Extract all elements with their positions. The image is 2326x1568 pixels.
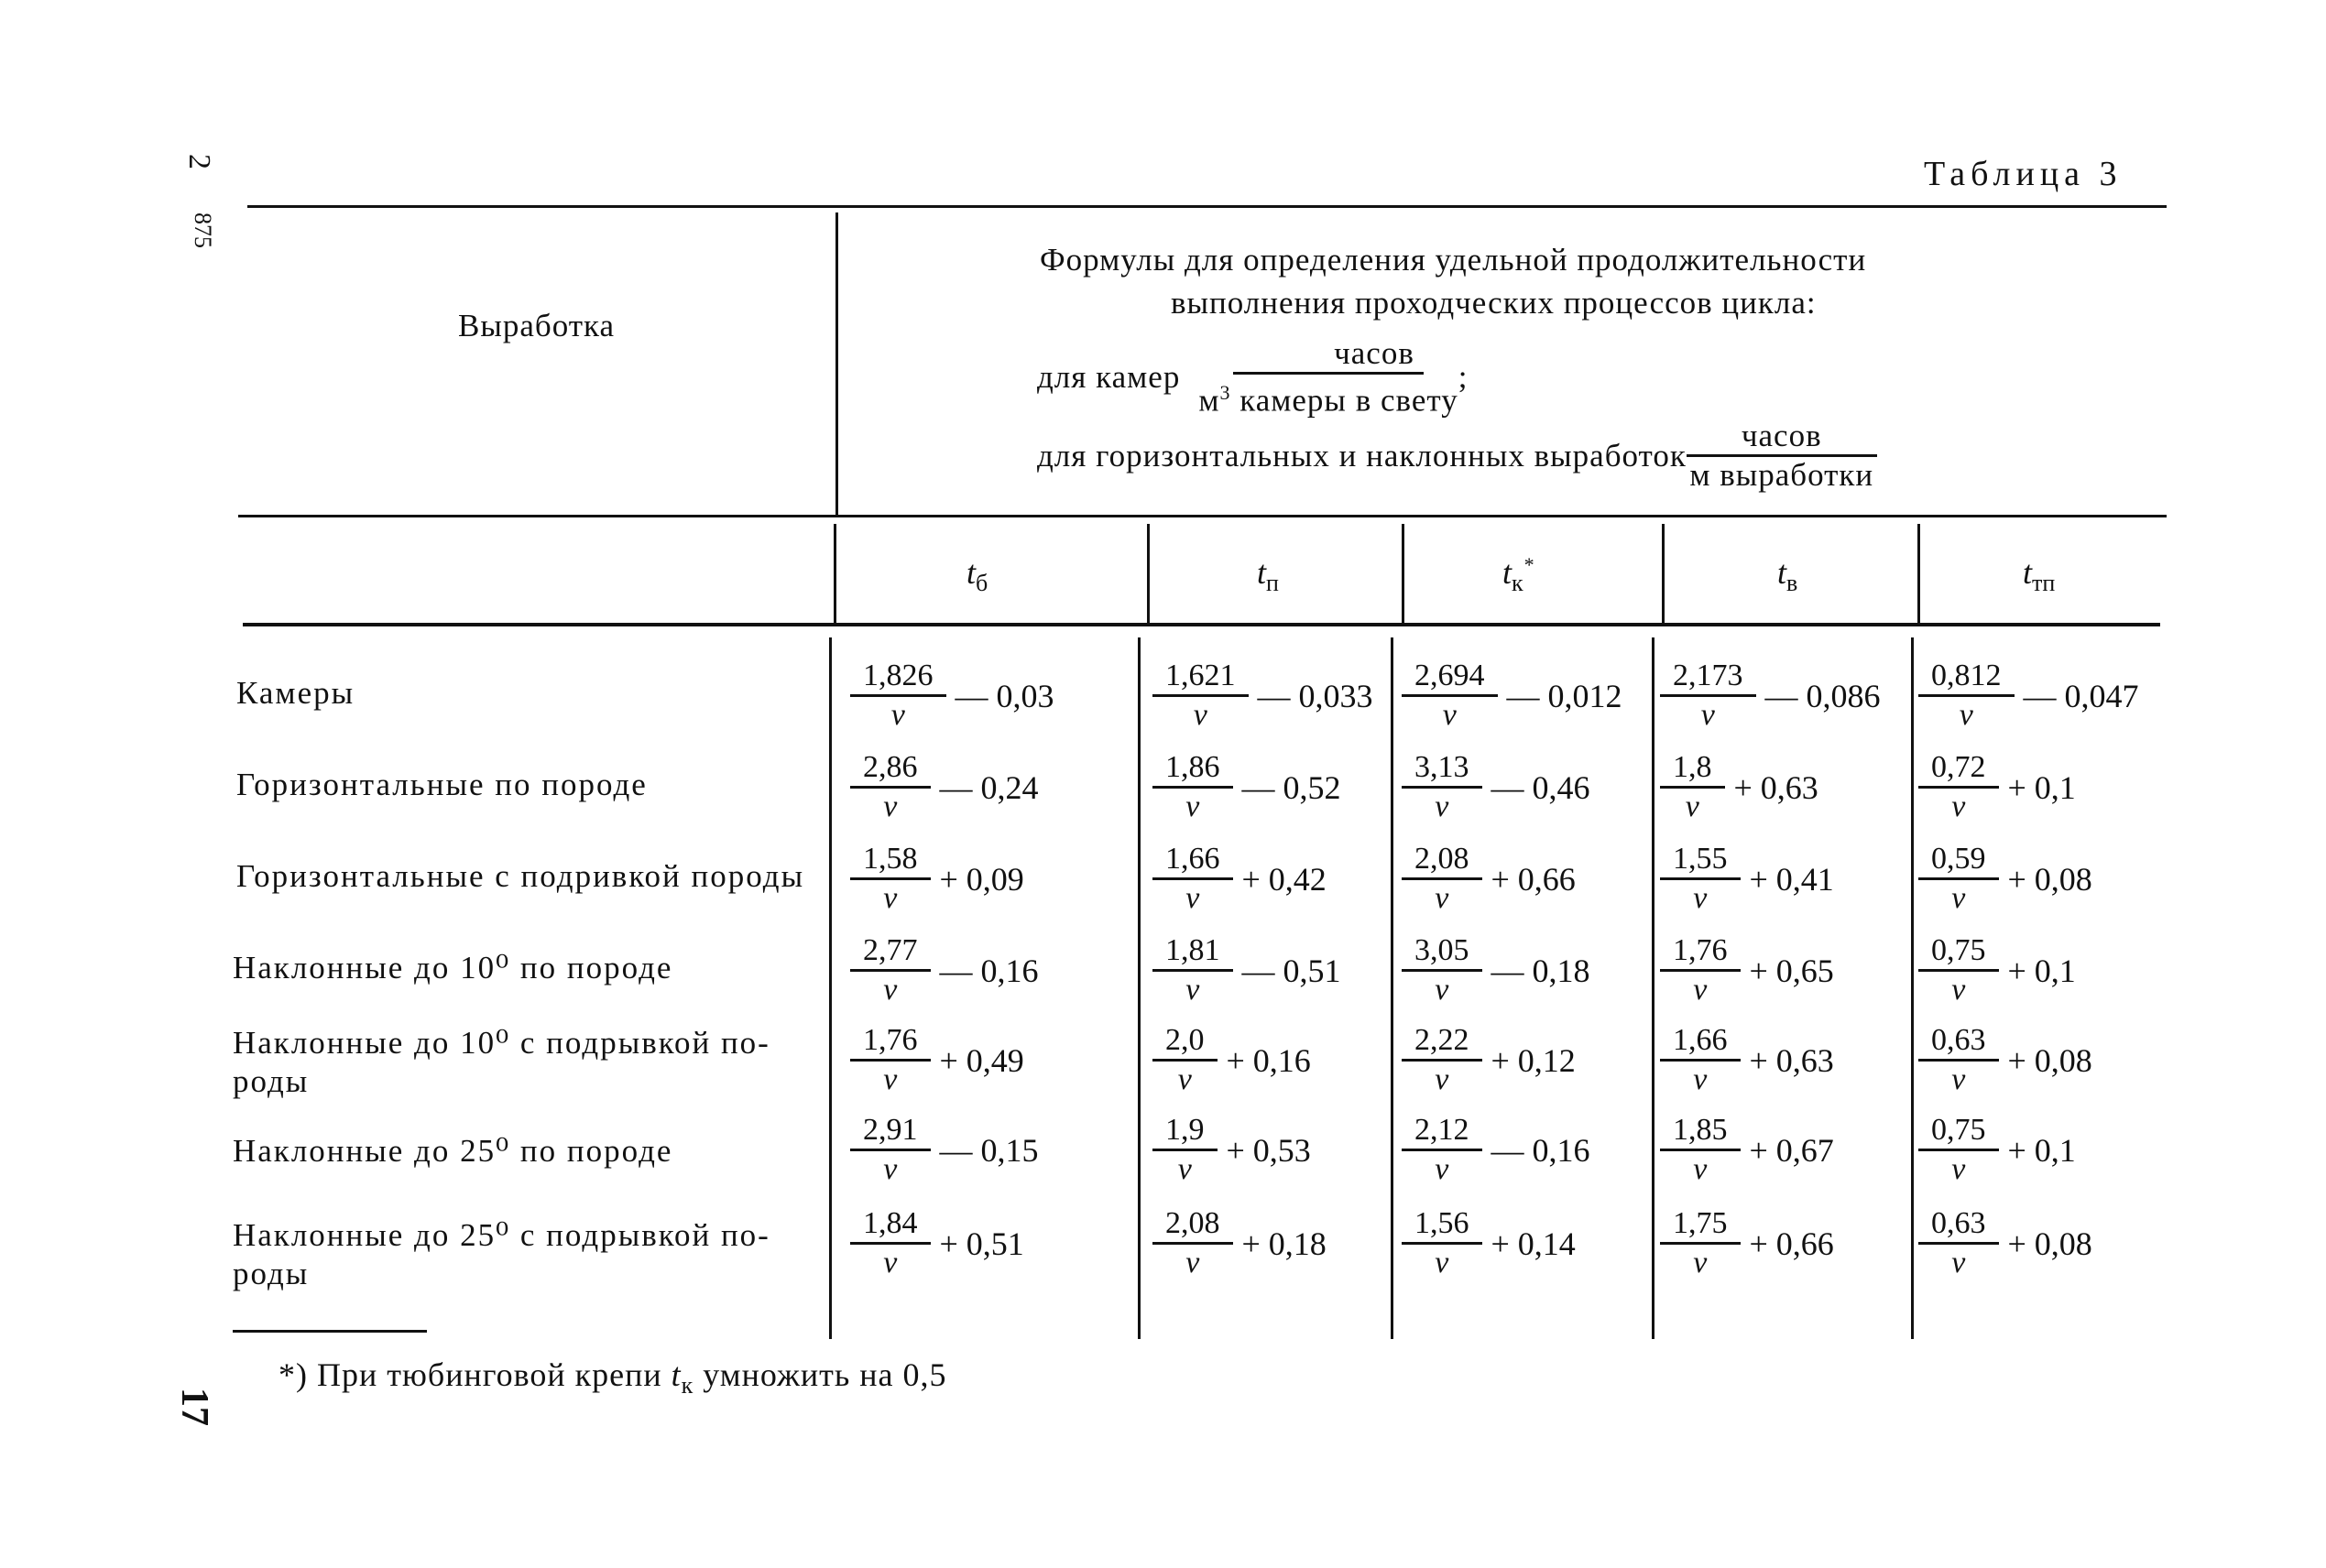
- fraction: [1660, 1205, 1741, 1281]
- fraction-denominator: v: [1185, 881, 1200, 915]
- formula-term: — 0,18: [1491, 952, 1590, 989]
- formula-term: + 0,12: [1491, 1041, 1576, 1079]
- col-divider-2: [1147, 524, 1150, 623]
- formula-term: + 0,63: [1733, 768, 1818, 806]
- formula-term: + 0,1: [2007, 1131, 2076, 1169]
- fraction-denominator: v: [1951, 973, 1966, 1007]
- formula-term: — 0,15: [939, 1131, 1039, 1169]
- fraction-numerator: 1,81: [1152, 932, 1233, 972]
- formula-cell: [1660, 749, 1818, 825]
- fraction-numerator: 2,173: [1660, 658, 1756, 697]
- fraction: [1152, 1112, 1218, 1188]
- fraction-denominator: v: [1951, 1246, 1966, 1279]
- fraction: [1402, 841, 1482, 917]
- row-label-incline25-ripping: Наклонные до 25⁰ с подрывкой по- роды: [233, 1217, 770, 1291]
- fraction-numerator: 2,22: [1402, 1022, 1482, 1062]
- fraction-numerator: 2,08: [1152, 1205, 1233, 1245]
- fraction: [850, 1205, 931, 1281]
- fraction-numerator: 0,63: [1918, 1205, 1999, 1245]
- formula-term: + 0,63: [1749, 1041, 1834, 1079]
- fraction-denominator: v: [883, 1246, 898, 1279]
- fraction-denominator: v: [1700, 698, 1715, 732]
- fraction-numerator: 1,66: [1152, 841, 1233, 880]
- fraction-numerator: 1,86: [1152, 749, 1233, 789]
- fraction-numerator: 2,0: [1152, 1022, 1218, 1062]
- formula-term: + 0,42: [1241, 860, 1327, 898]
- top-rule: [247, 205, 2167, 208]
- body-divider-2: [1138, 637, 1141, 1339]
- formula-cell: [1660, 658, 1881, 734]
- page-marker: 2: [182, 154, 216, 169]
- row-label-incline10-ripping: Наклонные до 10⁰ с подрывкой по- роды: [233, 1025, 770, 1099]
- formula-cell: [1152, 1112, 1311, 1188]
- row-label-incline10-rock: Наклонные до 10⁰ по породе: [233, 950, 673, 985]
- formula-cell: [1918, 841, 2092, 917]
- fraction-denominator: v: [883, 789, 898, 823]
- fraction: [1402, 1112, 1482, 1188]
- formula-term: + 0,66: [1749, 1225, 1834, 1262]
- formula-cell: [850, 1205, 1024, 1281]
- row-label-horizontal-rock: Горизонтальные по породе: [236, 767, 648, 802]
- formula-term: — 0,52: [1241, 768, 1341, 806]
- fraction-numerator: 0,59: [1918, 841, 1999, 880]
- row-label-incline25-rock: Наклонные до 25⁰ по породе: [233, 1133, 673, 1169]
- formula-term: + 0,16: [1226, 1041, 1311, 1079]
- fraction: [1402, 658, 1498, 734]
- fraction-numerator: 1,58: [850, 841, 931, 880]
- fraction: [1660, 749, 1725, 825]
- formula-cell: [1152, 658, 1373, 734]
- fraction-denominator: v: [1177, 1152, 1192, 1186]
- fraction: [1402, 932, 1482, 1008]
- formula-term: + 0,14: [1491, 1225, 1576, 1262]
- fraction: [1402, 1205, 1482, 1281]
- formula-cell: [850, 1112, 1039, 1188]
- fraction-denominator: v: [883, 1152, 898, 1186]
- chambers-unit-denominator: $м^3$ камеры в свету: [1198, 381, 1458, 419]
- fraction-numerator: 1,66: [1660, 1022, 1741, 1062]
- page-number: 17: [173, 1388, 215, 1426]
- fraction-denominator: v: [1693, 881, 1708, 915]
- fraction: [1152, 841, 1233, 917]
- footnote: *) При тюбинговой крепи $t_к$ умножить на 0,5: [278, 1356, 947, 1399]
- formula-term: + 0,53: [1226, 1131, 1311, 1169]
- fraction-denominator: v: [1693, 1062, 1708, 1096]
- fraction: [1918, 1022, 1999, 1098]
- formula-cell: [1402, 1205, 1576, 1281]
- fraction-numerator: 0,63: [1918, 1022, 1999, 1062]
- formula-cell: [850, 932, 1039, 1008]
- fraction: [1918, 749, 1999, 825]
- fraction-numerator: 1,84: [850, 1205, 931, 1245]
- fraction-denominator: v: [1435, 789, 1449, 823]
- fraction-denominator: v: [883, 973, 898, 1007]
- formula-cell: [1402, 841, 1576, 917]
- body-divider-1: [829, 637, 832, 1339]
- formula-term: — 0,03: [955, 677, 1054, 714]
- fraction-denominator: v: [1693, 1152, 1708, 1186]
- fraction-denominator: v: [1185, 789, 1200, 823]
- fraction-denominator: v: [1442, 698, 1457, 732]
- formula-term: — 0,51: [1241, 952, 1341, 989]
- formula-term: + 0,09: [939, 860, 1024, 898]
- formula-cell: [1402, 658, 1622, 734]
- formula-cell: [1660, 1112, 1834, 1188]
- formula-term: + 0,41: [1749, 860, 1834, 898]
- formula-term: + 0,18: [1241, 1225, 1327, 1262]
- fraction-numerator: 1,76: [850, 1022, 931, 1062]
- formula-term: — 0,16: [939, 952, 1039, 989]
- fraction-denominator: v: [1435, 1152, 1449, 1186]
- column-header-rule: [243, 623, 2160, 626]
- formula-cell: [850, 658, 1054, 734]
- fraction-denominator: v: [1959, 698, 1973, 732]
- fraction-denominator: v: [1193, 698, 1207, 732]
- fraction-numerator: 1,85: [1660, 1112, 1741, 1151]
- formula-term: — 0,46: [1491, 768, 1590, 806]
- formula-term: — 0,24: [939, 768, 1039, 806]
- fraction-numerator: 1,621: [1152, 658, 1249, 697]
- col-divider-1: [834, 524, 836, 623]
- fraction: [1152, 749, 1233, 825]
- body-divider-4: [1652, 637, 1654, 1339]
- formula-cell: [1152, 1022, 1311, 1098]
- fraction: [1660, 658, 1756, 734]
- fraction-denominator: v: [1435, 1246, 1449, 1279]
- formula-cell: [1152, 1205, 1327, 1281]
- fraction: [1402, 1022, 1482, 1098]
- fraction-denominator: v: [1185, 1246, 1200, 1279]
- fraction-numerator: 2,12: [1402, 1112, 1482, 1151]
- fraction: [1152, 1022, 1218, 1098]
- fraction-numerator: 1,76: [1660, 932, 1741, 972]
- fraction-denominator: v: [883, 1062, 898, 1096]
- fraction-numerator: 1,55: [1660, 841, 1741, 880]
- formula-term: + 0,1: [2007, 952, 2076, 989]
- chambers-unit-numerator: часов: [1233, 335, 1424, 375]
- body-divider-3: [1391, 637, 1393, 1339]
- row-label-horizontal-ripping: Горизонтальные с подривкой породы: [236, 858, 805, 894]
- fraction-denominator: v: [1951, 1152, 1966, 1186]
- fraction-numerator: 0,75: [1918, 1112, 1999, 1151]
- formula-cell: [850, 749, 1039, 825]
- fraction: [850, 749, 931, 825]
- chambers-prefix: для камер: [1037, 358, 1181, 395]
- header-rule: [238, 515, 2167, 517]
- fraction-numerator: 2,08: [1402, 841, 1482, 880]
- fraction: [1152, 1205, 1233, 1281]
- formula-term: + 0,67: [1749, 1131, 1834, 1169]
- fraction-denominator: v: [1177, 1062, 1192, 1096]
- fraction-numerator: 1,56: [1402, 1205, 1482, 1245]
- workings-prefix: для горизонтальных и наклонных выработок: [1037, 437, 1687, 474]
- fraction-numerator: 0,812: [1918, 658, 2015, 697]
- chambers-suffix: ;: [1458, 358, 1469, 395]
- fraction: [850, 1112, 931, 1188]
- formula-term: + 0,51: [939, 1225, 1024, 1262]
- fraction-numerator: 3,13: [1402, 749, 1482, 789]
- fraction: [1918, 658, 2015, 734]
- column-title-workings: Выработка: [458, 308, 616, 343]
- formula-cell: [1918, 658, 2139, 734]
- formula-term: + 0,66: [1491, 860, 1576, 898]
- fraction: [1660, 932, 1741, 1008]
- workings-unit-denominator: м выработки: [1689, 457, 1874, 493]
- formula-cell: [850, 1022, 1024, 1098]
- formula-cell: [1402, 749, 1590, 825]
- formula-term: + 0,65: [1749, 952, 1834, 989]
- formula-term: + 0,08: [2007, 1041, 2092, 1079]
- formula-title-line1: Формулы для определения удельной продолжительности: [1040, 242, 1867, 278]
- fraction: [1660, 841, 1741, 917]
- fraction-denominator: v: [1951, 881, 1966, 915]
- formula-term: + 0,08: [2007, 860, 2092, 898]
- fraction: [1152, 658, 1249, 734]
- formula-term: — 0,012: [1506, 677, 1622, 714]
- formula-cell: [1918, 1022, 2092, 1098]
- formula-cell: [1152, 932, 1341, 1008]
- body-divider-5: [1911, 637, 1914, 1339]
- fraction: [1918, 1205, 1999, 1281]
- header-divider: [835, 212, 838, 515]
- fraction-denominator: v: [1693, 973, 1708, 1007]
- table-caption: Таблица 3: [1924, 155, 2123, 193]
- fraction-numerator: 1,9: [1152, 1112, 1218, 1151]
- fraction-denominator: v: [883, 881, 898, 915]
- formula-cell: [1152, 749, 1341, 825]
- formula-term: + 0,1: [2007, 768, 2076, 806]
- fraction-denominator: v: [1951, 789, 1966, 823]
- formula-cell: [850, 841, 1024, 917]
- fraction: [1660, 1022, 1741, 1098]
- col-divider-5: [1917, 524, 1920, 623]
- formula-cell: [1402, 1112, 1590, 1188]
- col-header-ttp: $t_{тп}$: [2023, 554, 2056, 597]
- formula-cell: [1660, 932, 1834, 1008]
- col-divider-4: [1662, 524, 1665, 623]
- fraction-numerator: 3,05: [1402, 932, 1482, 972]
- formula-cell: [1918, 932, 2076, 1008]
- chambers-unit-line: [1037, 335, 1468, 419]
- fraction-denominator: v: [1685, 789, 1699, 823]
- fraction-numerator: 0,75: [1918, 932, 1999, 972]
- fraction-numerator: 2,91: [850, 1112, 931, 1151]
- row-label-chambers: Камеры: [236, 675, 355, 711]
- col-header-tp: $t_п$: [1257, 554, 1279, 597]
- formula-cell: [1402, 932, 1590, 1008]
- col-header-tb: $t_б$: [966, 554, 988, 597]
- fraction-denominator: v: [1435, 881, 1449, 915]
- workings-unit-numerator: часов: [1687, 418, 1877, 457]
- fraction: [850, 658, 946, 734]
- fraction-denominator: v: [1185, 973, 1200, 1007]
- document-code: 875: [190, 212, 216, 248]
- fraction-numerator: 2,77: [850, 932, 931, 972]
- formula-cell: [1660, 1022, 1834, 1098]
- formula-cell: [1918, 1205, 2092, 1281]
- fraction: [850, 841, 931, 917]
- formula-cell: [1918, 749, 2076, 825]
- formula-term: — 0,086: [1764, 677, 1881, 714]
- fraction: [1660, 1112, 1741, 1188]
- fraction-denominator: v: [1435, 1062, 1449, 1096]
- col-header-tv: $t_в$: [1777, 554, 1798, 597]
- fraction: [850, 1022, 931, 1098]
- fraction-numerator: 2,86: [850, 749, 931, 789]
- fraction: [850, 932, 931, 1008]
- formula-term: — 0,047: [2023, 677, 2139, 714]
- fraction-denominator: v: [890, 698, 905, 732]
- formula-term: + 0,08: [2007, 1225, 2092, 1262]
- formula-cell: [1918, 1112, 2076, 1188]
- fraction-numerator: 0,72: [1918, 749, 1999, 789]
- col-divider-3: [1402, 524, 1404, 623]
- fraction-numerator: 2,694: [1402, 658, 1498, 697]
- formula-cell: [1660, 1205, 1834, 1281]
- fraction-numerator: 1,826: [850, 658, 946, 697]
- formula-term: — 0,16: [1491, 1131, 1590, 1169]
- fraction-denominator: v: [1693, 1246, 1708, 1279]
- fraction-denominator: v: [1435, 973, 1449, 1007]
- formula-term: + 0,49: [939, 1041, 1024, 1079]
- formula-cell: [1660, 841, 1834, 917]
- formula-title-line2: выполнения проходческих процессов цикла:: [1171, 285, 1817, 321]
- footnote-rule: [233, 1330, 427, 1333]
- fraction: [1152, 932, 1233, 1008]
- workings-unit-line: [1037, 418, 1877, 494]
- fraction-numerator: 1,8: [1660, 749, 1725, 789]
- fraction-denominator: v: [1951, 1062, 1966, 1096]
- col-header-tk: $t_к^*$: [1502, 553, 1534, 597]
- fraction: [1918, 841, 1999, 917]
- fraction: [1402, 749, 1482, 825]
- fraction-numerator: 1,75: [1660, 1205, 1741, 1245]
- formula-cell: [1152, 841, 1327, 917]
- formula-cell: [1402, 1022, 1576, 1098]
- fraction: [1918, 1112, 1999, 1188]
- fraction: [1918, 932, 1999, 1008]
- formula-term: — 0,033: [1257, 677, 1373, 714]
